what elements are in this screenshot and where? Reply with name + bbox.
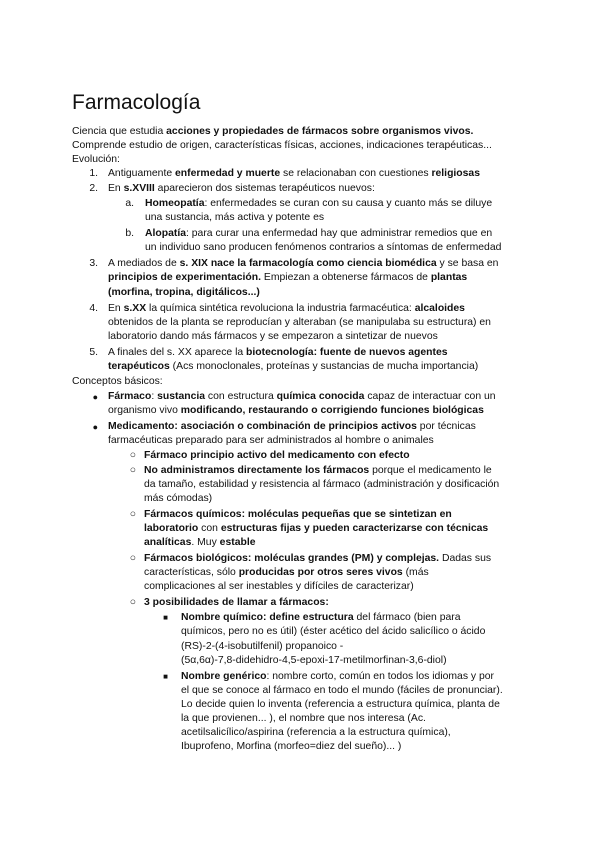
text: (Acs monoclonales, proteínas y sustancias de mucha importancia) [169,361,479,372]
nombre-generico-line-3: Lo decide quien lo inventa (referencia a estructura química, planta de [181,699,500,710]
text: A finales del s. XX aparece la [108,347,247,358]
text: : nombre corto, común en todos los idiomas y por [266,671,495,682]
list-number: 5. [89,347,98,358]
circle-bullet-icon: ○ [129,450,136,461]
text: con [198,523,221,534]
sub-item-4-line-2 [144,566,429,580]
text: Empiezan a obtenerse fármacos de [261,272,431,283]
bold-text: terapéuticos [108,361,170,372]
evolution-item-5-line-2 [108,360,478,374]
nombre-quimico-line-1 [181,611,461,625]
text: En [108,303,124,314]
medicamento-line-2: farmacéuticas preparado para ser administrados al hombre o animales [108,435,434,446]
circle-bullet-icon: ○ [129,509,136,520]
bold-text: Nombre genérico [181,671,267,682]
sub-item-3-line-3 [144,536,255,550]
bold-text: estable [219,537,256,548]
sub-item-5 [144,596,329,610]
text: la química sintética revoluciona la industria farmacéutica: [146,303,415,314]
nombre-generico-line-6: Ibuprofeno, Morfina (morfeo=diez del sueño)... ) [181,741,402,752]
text: Ciencia que estudia [72,126,167,137]
evolution-item-2 [108,182,375,196]
text: y se basa en [436,258,499,269]
bold-text: laboratorio [144,523,199,534]
evolution-item-3-line-3 [108,286,260,300]
bold-text: Fármaco [108,391,152,402]
sub-item-3-line-2 [144,522,488,536]
bold-text: acciones y propiedades de fármacos sobre organismos vivos. [166,126,474,137]
bold-text: Fármacos químicos: moléculas pequeñas que se sintetizan en [144,509,452,520]
nombre-generico-line-5: acetilsalicílico/aspirina (referencia a la estructura química), [181,727,451,738]
bold-text: religiosas [431,168,480,179]
text: características, sólo [144,567,239,578]
sub-item-2-line-2: da tamaño, estabilidad y resistencia al fármaco (administración y dosificación [144,479,500,490]
sub-item-2-line-3: más cómodas) [144,493,213,504]
evolucion-heading: Evolución: [72,154,120,165]
intro-line-2: Comprende estudio de origen, características físicas, acciones, indicaciones terapéuticas... [72,140,492,151]
bold-text: analíticas [144,537,192,548]
text: A mediados de [108,258,180,269]
text: : [151,391,158,402]
bold-text: principios de experimentación. [108,272,262,283]
medicamento-line-1 [108,420,476,434]
bold-text: s. XIX nace la farmacología como ciencia biomédica [179,258,437,269]
square-bullet-icon: ■ [163,672,168,681]
sub-item-3-line-1 [144,508,452,522]
evolution-item-5-line-1 [108,346,448,360]
list-letter: b. [125,228,134,239]
square-bullet-icon: ■ [163,613,168,622]
text: En [108,183,124,194]
list-number: 2. [89,183,98,194]
nombre-generico-line-1 [181,670,494,684]
bold-text: modificando, restaurando o corrigiendo funciones biológicas [180,405,484,416]
text: : para curar una enfermedad hay que administrar remedios que en [186,228,493,239]
nombre-generico-line-4: la que provienen... ), el nombre que nos interesa (Ac. [181,713,426,724]
text: aparecieron dos sistemas terapéuticos nuevos: [154,183,375,194]
list-number: 1. [89,168,98,179]
bold-text: Fármaco principio activo del medicamento con efecto [144,450,410,461]
evolution-item-3-line-2 [108,271,467,285]
evolution-item-4-line-3: laboratorio dando más fármacos y se empezaron a sintetizar de nuevos [108,331,438,342]
evolution-item-1 [108,167,480,181]
text: con estructura [205,391,277,402]
circle-bullet-icon: ○ [129,465,136,476]
bullet-icon: ● [92,392,98,402]
text: organismo vivo [108,405,181,416]
text: por técnicas [416,421,476,432]
intro-line-1 [72,125,473,139]
bold-text: Homeopatía [145,198,205,209]
farmaco-line-2 [108,404,484,418]
sub-item-4-line-1 [144,552,491,566]
bold-text: No administramos directamente los fármacos [144,465,370,476]
bold-text: química conocida [276,391,365,402]
bold-text: sustancia [157,391,206,402]
circle-bullet-icon: ○ [129,597,136,608]
alopatia-line-1 [145,227,492,241]
text: capaz de interactuar con un [364,391,496,402]
nombre-generico-line-2: el que se conoce al fármaco en todo el mundo (fáciles de pronunciar). [181,685,503,696]
bold-text: Medicamento: asociación o combinación de principios activos [108,421,417,432]
bold-text: Alopatía [145,228,186,239]
nombre-quimico-line-2: químicos, pero no es útil) (éster acético del ácido salicílico o ácido [181,626,486,637]
sub-item-2-line-1 [144,464,492,478]
page-title: Farmacología [72,91,201,114]
bullet-icon: ● [92,422,98,432]
evolution-item-4-line-1 [108,302,465,316]
text: Antiguamente [108,168,176,179]
sub-item-1 [144,449,410,463]
list-letter: a. [125,198,134,209]
farmaco-line-1 [108,390,496,404]
text: se relacionaban con cuestiones [280,168,432,179]
bold-text: 3 posibilidades de llamar a fármacos: [144,597,329,608]
nombre-quimico-line-3: (RS)-2-(4-isobutilfenil) propanoico - [181,641,344,652]
list-number: 3. [89,258,98,269]
sub-item-4-line-3: complicaciones al ser inestables y difíciles de caracterizar) [144,581,414,592]
text: . Muy [191,537,220,548]
text: porque el medicamento le [369,465,492,476]
conceptos-heading: Conceptos básicos: [72,376,163,387]
text: : enfermedades se curan con su causa y cuanto más se diluye [204,198,493,209]
nombre-quimico-line-4: (5α,6α)-7,8-didehidro-4,5-epoxi-17-metilmorfinan-3,6-diol) [181,655,447,666]
text: Dadas sus [439,553,492,564]
list-number: 4. [89,303,98,314]
text: (más [402,567,429,578]
bold-text: biotecnología: fuente de nuevos agentes [246,347,448,358]
homeopatia-line-2: una sustancia, más activa y potente es [145,212,325,223]
evolution-item-4-line-2: obtenidos de la planta se reproducían y alteraban (se manipulaba su estructura) en [108,317,491,328]
bold-text: estructuras fijas y pueden caracterizarse con técnicas [220,523,489,534]
bold-text: plantas [430,272,468,283]
bold-text: enfermedad y muerte [175,168,281,179]
circle-bullet-icon: ○ [129,553,136,564]
evolution-item-3-line-1 [108,257,498,271]
homeopatia-line-1 [145,197,492,211]
bold-text: s.XVIII [123,183,155,194]
alopatia-line-2: un individuo sano producen fenómenos contrarios a síntomas de enfermedad [145,242,502,253]
bold-text: s.XX [123,303,147,314]
bold-text: producidas por otros seres vivos [238,567,403,578]
bold-text: alcaloides [414,303,465,314]
bold-text: Nombre químico: define estructura [181,612,354,623]
bold-text: Fármacos biológicos: moléculas grandes (PM) y complejas. [144,553,440,564]
text: del fármaco (bien para [353,612,461,623]
bold-text: (morfina, tropina, digitálicos...) [108,287,260,298]
